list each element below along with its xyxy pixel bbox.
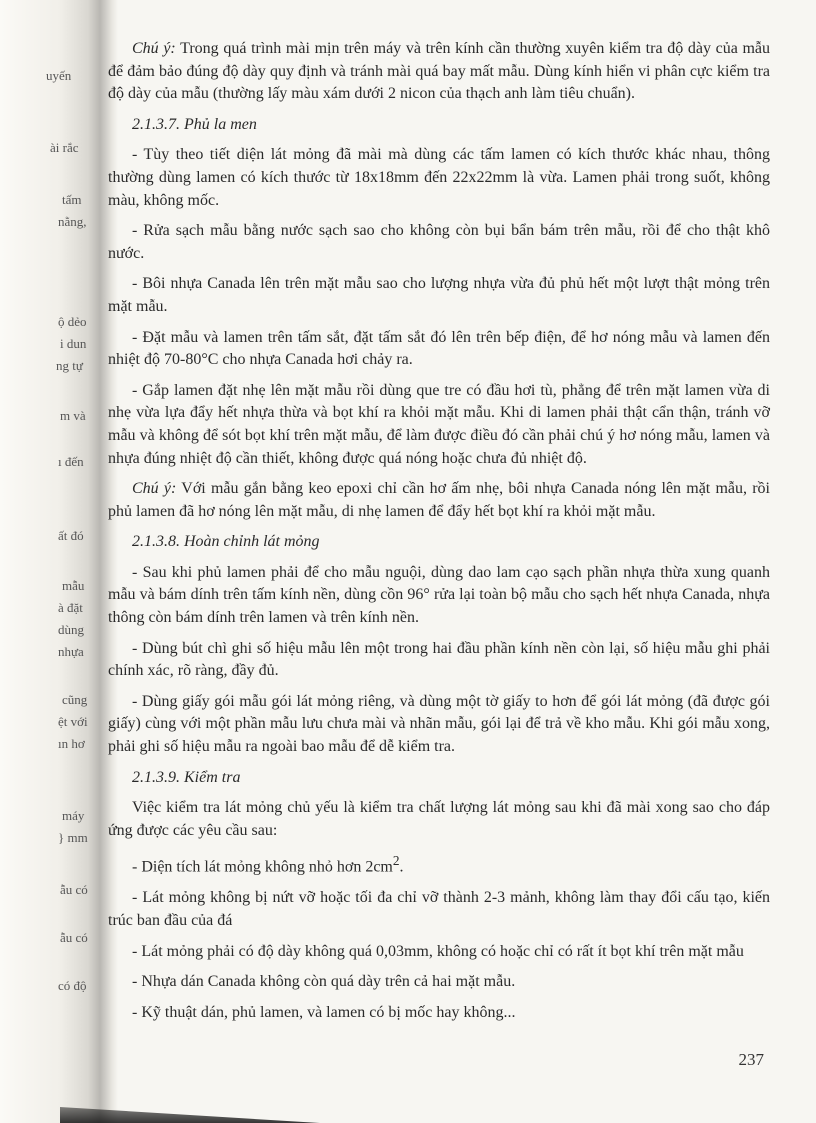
margin-fragment: nằng,	[58, 214, 87, 229]
note-paragraph	[108, 38, 770, 106]
note-label: Chú ý:	[132, 480, 177, 498]
page-number: 237	[738, 1050, 764, 1069]
margin-fragment: ài rắc	[50, 140, 79, 155]
paragraph: - Sau khi phủ lamen phải để cho mẫu nguội, dùng dao lam cạo sạch phần nhựa thừa xung quanh mẫu và bám dính trên tấm kính nền, dùng cồn 96° rửa lại toàn bộ mẫu cho sạch hết nhựa Canada, nhựa thông còn bám dính trên lamen và trên kính nền.	[108, 563, 770, 627]
margin-fragment: uyến	[46, 68, 72, 83]
paragraph: Việc kiểm tra lát mỏng chủ yếu là kiểm tra chất lượng lát mỏng sau khi đã mài xong sao cho đáp ứng được các yêu cầu sau:	[108, 799, 770, 839]
paragraph: - Lát mỏng phải có độ dày không quá 0,03mm, không có hoặc chỉ có rất ít bọt khí trên mặt mẫu	[132, 942, 744, 960]
req-area-suffix: .	[399, 858, 404, 876]
margin-fragment: ộ dẻo	[58, 314, 87, 329]
margin-fragment: nhựa	[58, 644, 84, 659]
section-heading-2139: 2.1.3.9. Kiểm tra	[132, 768, 241, 786]
margin-fragment: cũng	[62, 692, 88, 707]
margin-fragment: à đặt	[58, 600, 83, 615]
paragraph: - Đặt mẫu và lamen trên tấm sắt, đặt tấm sắt đó lên trên bếp điện, để hơ nóng mẫu và lamen đến nhiệt độ 70-80°C cho nhựa Canada hơi chảy ra.	[108, 328, 770, 369]
superscript: 2	[392, 853, 400, 869]
margin-fragment: ệt với	[58, 714, 88, 729]
page-body	[108, 38, 770, 1032]
margin-fragment: i dun	[60, 336, 87, 351]
paragraph: - Rửa sạch mẫu bằng nước sạch sao cho không còn bụi bẩn bám trên mẫu, rồi để cho thật khô nước.	[108, 222, 770, 262]
paragraph: - Dùng giấy gói mẫu gói lát mỏng riêng, và dùng một tờ giấy to hơn để gói lát mỏng (đã được gói giấy) cùng với một phần mẫu lưu chưa mài và nhãn mẫu, gói lại để trả về kho mẫu. Khi gói mẫu xong, phải ghi số hiệu mẫu ra ngoài bao mẫu để dễ kiểm tra.	[108, 692, 770, 756]
section-heading-2138: 2.1.3.8. Hoàn chỉnh lát mỏng	[132, 533, 320, 551]
margin-fragment: ı đến	[58, 454, 84, 469]
paragraph: - Kỹ thuật dán, phủ lamen, và lamen có bị mốc hay không...	[132, 1003, 516, 1021]
margin-fragment: mẫu	[62, 578, 85, 593]
book-gutter	[0, 0, 118, 1123]
note-text: Với mẫu gắn bằng keo epoxi chỉ cần hơ ấm nhẹ, bôi nhựa Canada nóng lên mặt mẫu, rồi phủ lamen đã hơ nóng lên mặt mẫu, di nhẹ lamen để đẩy hết bọt khí ra khỏi mặt mẫu.	[108, 480, 770, 520]
paragraph: - Bôi nhựa Canada lên trên mặt mẫu sao cho lượng nhựa vừa đủ phủ hết một lượt thật mỏng trên mặt mẫu.	[108, 275, 770, 315]
paragraph: - Tùy theo tiết diện lát mỏng đã mài mà dùng các tấm lamen có kích thước khác nhau, thông thường dùng lamen có kích thước từ 18x18mm đến 22x22mm là vừa. Lamen phải trong suốt, không màu, không mốc.	[108, 146, 770, 209]
req-area-text: - Diện tích lát mỏng không nhỏ hơn 2cm	[132, 858, 393, 876]
paragraph: - Gắp lamen đặt nhẹ lên mặt mẫu rồi dùng que tre có đầu hơi tù, phẳng để trên mặt lamen vừa di nhẹ vừa lựa đẩy hết nhựa thừa và bọt khí ra khỏi mặt mẫu. Khi di lamen phải thật cẩn thận, tránh vỡ mẫu và không để sót bọt khí trên mặt mẫu, để làm được điều đó cần phải chú ý hơ nóng mẫu, lamen và nhựa đúng nhiệt độ cần thiết, không được quá nóng hoặc chưa đủ nhiệt độ.	[108, 381, 770, 467]
note-paragraph	[108, 478, 770, 523]
paragraph: - Lát mỏng không bị nứt vỡ hoặc tối đa chỉ vỡ thành 2-3 mảnh, không làm thay đổi cấu tạo, kiến trúc ban đầu của đá	[108, 889, 770, 929]
margin-fragment: tấm	[62, 192, 82, 207]
margin-fragment: ng tự	[56, 358, 83, 373]
margin-fragment: m và	[60, 408, 86, 423]
margin-fragment: ẫu có	[60, 930, 88, 945]
note-text: Trong quá trình mài mịn trên máy và trên kính cần thường xuyên kiểm tra độ dày của mẫu để đảm bảo đúng độ dày quy định và tránh mài quá bay mất mẫu. Dùng kính hiển vi phân cực kiểm tra độ dày của mẫu (thường lấy màu xám dưới 2 nicon của thạch anh làm tiêu chuẩn).	[108, 40, 770, 103]
margin-fragment: } mm	[58, 830, 88, 845]
margin-fragment: dùng	[58, 622, 84, 637]
margin-fragment: ẫu có	[60, 882, 88, 897]
margin-fragment: ất đó	[58, 528, 84, 543]
note-label: Chú ý:	[132, 40, 176, 57]
paragraph: - Dùng bút chì ghi số hiệu mẫu lên một trong hai đầu phần kính nền còn lại, số hiệu mẫu ghi phải chính xác, rõ ràng, đầy đủ.	[108, 639, 770, 680]
margin-fragment: ın hơ	[58, 736, 85, 751]
section-heading-2137: 2.1.3.7. Phủ la men	[132, 115, 257, 133]
margin-fragment: có độ	[58, 978, 87, 993]
paragraph: - Nhựa dán Canada không còn quá dày trên cả hai mặt mẫu.	[132, 973, 516, 991]
margin-fragment: máy	[62, 808, 85, 823]
paragraph	[108, 850, 770, 879]
